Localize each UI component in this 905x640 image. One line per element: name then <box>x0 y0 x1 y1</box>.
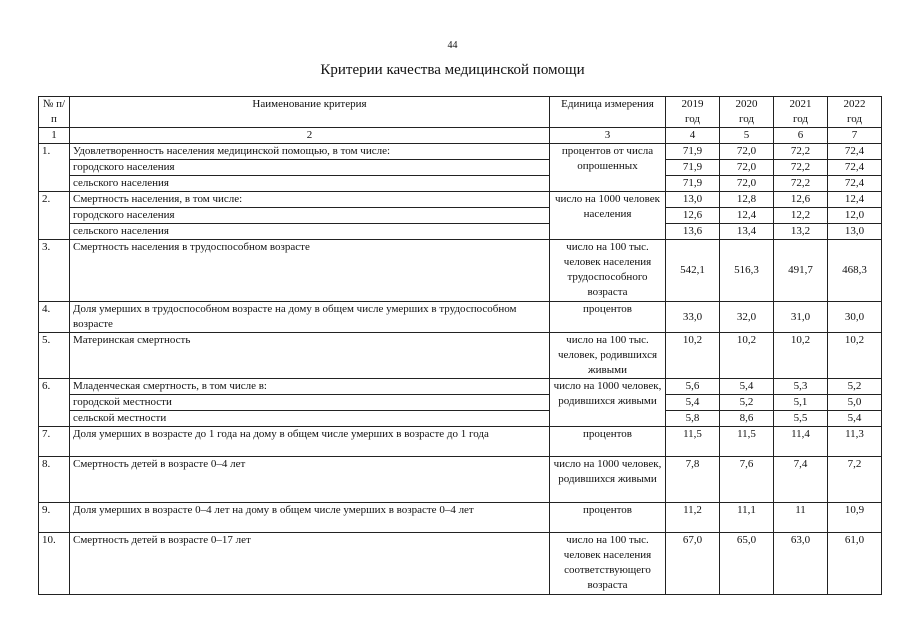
table-row <box>39 427 882 457</box>
row-number: 9. <box>39 503 70 533</box>
table-body <box>39 144 882 595</box>
year-value: 5,6 <box>666 379 720 395</box>
criterion-name: Удовлетворенность населения медицинской помощью, в том числе: <box>70 144 550 160</box>
year-value: 5,1 <box>774 395 828 411</box>
row-number: 2. <box>39 192 70 240</box>
year-value: 12,6 <box>666 208 720 224</box>
criterion-name: Смертность детей в возрасте 0–4 лет <box>70 457 550 503</box>
criterion-name: Доля умерших в возрасте до 1 года на дому в общем числе умерших в возрасте до 1 года <box>70 427 550 457</box>
table-row <box>39 503 882 533</box>
year-value: 542,1 <box>666 240 720 302</box>
table-row <box>39 457 882 503</box>
table-row <box>39 395 882 411</box>
year-value: 72,4 <box>828 144 882 160</box>
year-value: 32,0 <box>720 302 774 333</box>
criterion-subitem: городского населения <box>70 160 550 176</box>
year-value: 72,4 <box>828 160 882 176</box>
table-row <box>39 144 882 160</box>
year-value: 10,2 <box>828 333 882 379</box>
header-year-value: 2021 <box>789 98 812 110</box>
year-value: 13,6 <box>666 224 720 240</box>
year-value: 12,2 <box>774 208 828 224</box>
row-number: 3. <box>39 240 70 302</box>
criterion-subitem: сельского населения <box>70 224 550 240</box>
year-value: 10,2 <box>666 333 720 379</box>
header-year <box>666 97 720 128</box>
header-year-value: 2022 <box>843 98 866 110</box>
column-number: 6 <box>774 128 828 144</box>
criterion-name: Материнская смертность <box>70 333 550 379</box>
year-value: 12,4 <box>828 192 882 208</box>
table-row <box>39 160 882 176</box>
table-row <box>39 208 882 224</box>
page-title: Критерии качества медицинской помощи <box>320 62 585 78</box>
year-value: 5,4 <box>828 411 882 427</box>
header-year-suffix: год <box>792 113 809 125</box>
table-row <box>39 533 882 595</box>
year-value: 61,0 <box>828 533 882 595</box>
unit-of-measure: число на 100 тыс. человек населения трудоспособного возраста <box>550 240 666 302</box>
table-row <box>39 240 882 302</box>
criterion-subitem: сельского населения <box>70 176 550 192</box>
year-value: 516,3 <box>720 240 774 302</box>
year-value: 12,6 <box>774 192 828 208</box>
criterion-name: Младенческая смертность, в том числе в: <box>70 379 550 395</box>
year-value: 72,2 <box>774 144 828 160</box>
table-row <box>39 192 882 208</box>
header-year-value: 2020 <box>735 98 758 110</box>
table-header-row <box>39 97 882 128</box>
year-value: 12,0 <box>828 208 882 224</box>
year-value: 31,0 <box>774 302 828 333</box>
year-value: 5,2 <box>720 395 774 411</box>
year-value: 5,8 <box>666 411 720 427</box>
year-value: 63,0 <box>774 533 828 595</box>
year-value: 72,0 <box>720 160 774 176</box>
table-row <box>39 224 882 240</box>
year-value: 13,0 <box>828 224 882 240</box>
column-number: 7 <box>828 128 882 144</box>
unit-of-measure: число на 100 тыс. человек населения соответствующего возраста <box>550 533 666 595</box>
year-value: 72,2 <box>774 176 828 192</box>
year-value: 11,2 <box>666 503 720 533</box>
table-row <box>39 379 882 395</box>
year-value: 468,3 <box>828 240 882 302</box>
table-row <box>39 411 882 427</box>
unit-of-measure: число на 1000 человек, родившихся живыми <box>550 379 666 427</box>
year-value: 11,5 <box>720 427 774 457</box>
year-value: 5,2 <box>828 379 882 395</box>
unit-of-measure: число на 1000 человек, родившихся живыми <box>550 457 666 503</box>
unit-of-measure: процентов <box>550 503 666 533</box>
year-value: 10,2 <box>720 333 774 379</box>
year-value: 33,0 <box>666 302 720 333</box>
year-value: 72,0 <box>720 144 774 160</box>
year-value: 67,0 <box>666 533 720 595</box>
table-row <box>39 333 882 379</box>
header-year-suffix: год <box>684 113 701 125</box>
year-value: 11 <box>774 503 828 533</box>
year-value: 5,5 <box>774 411 828 427</box>
year-value: 11,4 <box>774 427 828 457</box>
row-number: 4. <box>39 302 70 333</box>
criterion-subitem: городской местности <box>70 395 550 411</box>
year-value: 491,7 <box>774 240 828 302</box>
year-value: 71,9 <box>666 160 720 176</box>
year-value: 5,0 <box>828 395 882 411</box>
year-value: 13,0 <box>666 192 720 208</box>
year-value: 5,3 <box>774 379 828 395</box>
year-value: 7,4 <box>774 457 828 503</box>
year-value: 13,2 <box>774 224 828 240</box>
year-value: 72,0 <box>720 176 774 192</box>
column-number: 4 <box>666 128 720 144</box>
header-year <box>828 97 882 128</box>
year-value: 7,6 <box>720 457 774 503</box>
unit-of-measure: процентов <box>550 427 666 457</box>
year-value: 11,3 <box>828 427 882 457</box>
unit-of-measure: процентов <box>550 302 666 333</box>
column-number: 3 <box>550 128 666 144</box>
year-value: 11,5 <box>666 427 720 457</box>
header-unit: Единица измерения <box>550 97 666 128</box>
header-year <box>774 97 828 128</box>
year-value: 11,1 <box>720 503 774 533</box>
criterion-name: Доля умерших в возрасте 0–4 лет на дому в общем числе умерших в возрасте 0–4 лет <box>70 503 550 533</box>
criteria-table <box>38 96 882 595</box>
year-value: 71,9 <box>666 144 720 160</box>
table-row <box>39 302 882 333</box>
row-number: 7. <box>39 427 70 457</box>
column-number: 2 <box>70 128 550 144</box>
unit-of-measure: число на 100 тыс. человек, родившихся живыми <box>550 333 666 379</box>
year-value: 30,0 <box>828 302 882 333</box>
column-number: 1 <box>39 128 70 144</box>
criterion-subitem: сельской местности <box>70 411 550 427</box>
header-name: Наименование критерия <box>70 97 550 128</box>
criterion-subitem: городского населения <box>70 208 550 224</box>
criterion-name: Доля умерших в трудоспособном возрасте на дому в общем числе умерших в трудоспособном возрасте <box>70 302 550 333</box>
year-value: 12,8 <box>720 192 774 208</box>
year-value: 5,4 <box>666 395 720 411</box>
year-value: 12,4 <box>720 208 774 224</box>
year-value: 71,9 <box>666 176 720 192</box>
criterion-name: Смертность детей в возрасте 0–17 лет <box>70 533 550 595</box>
year-value: 8,6 <box>720 411 774 427</box>
year-value: 13,4 <box>720 224 774 240</box>
row-number: 8. <box>39 457 70 503</box>
year-value: 10,9 <box>828 503 882 533</box>
year-value: 72,2 <box>774 160 828 176</box>
year-value: 10,2 <box>774 333 828 379</box>
criterion-name: Смертность населения, в том числе: <box>70 192 550 208</box>
year-value: 65,0 <box>720 533 774 595</box>
header-year-suffix: год <box>738 113 755 125</box>
column-number-row <box>39 128 882 144</box>
criterion-name: Смертность населения в трудоспособном возрасте <box>70 240 550 302</box>
row-number: 6. <box>39 379 70 427</box>
header-year-value: 2019 <box>681 98 704 110</box>
table-row <box>39 176 882 192</box>
header-year <box>720 97 774 128</box>
header-num: № п/п <box>39 97 70 128</box>
unit-of-measure: число на 1000 человек населения <box>550 192 666 240</box>
row-number: 10. <box>39 533 70 595</box>
year-value: 5,4 <box>720 379 774 395</box>
unit-of-measure: процентов от числа опрошенных <box>550 144 666 192</box>
row-number: 1. <box>39 144 70 192</box>
column-number: 5 <box>720 128 774 144</box>
header-year-suffix: год <box>846 113 863 125</box>
year-value: 72,4 <box>828 176 882 192</box>
page-number: 44 <box>447 40 458 51</box>
year-value: 7,8 <box>666 457 720 503</box>
year-value: 7,2 <box>828 457 882 503</box>
row-number: 5. <box>39 333 70 379</box>
